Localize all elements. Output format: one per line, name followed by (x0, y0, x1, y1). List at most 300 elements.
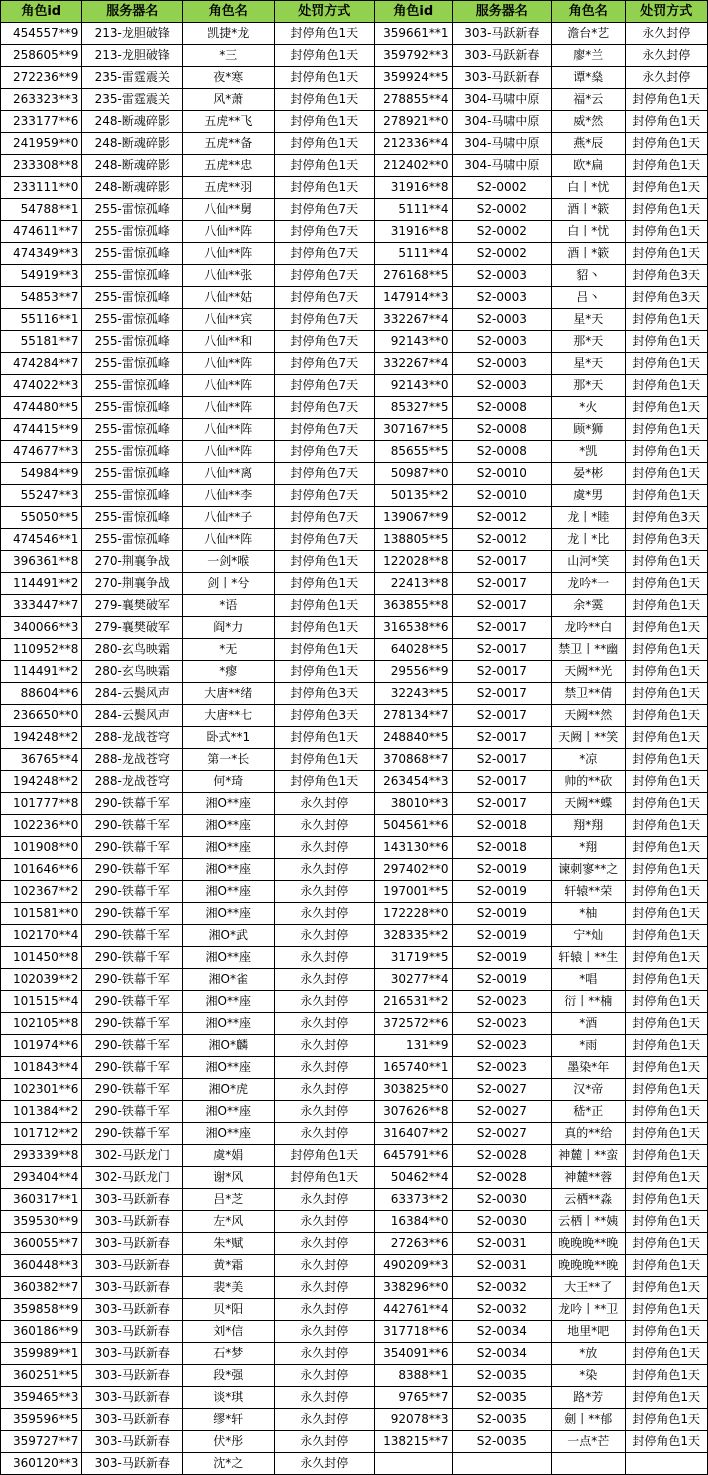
penalty-cell: 封停角色7天 (274, 507, 375, 529)
table-row (1, 1211, 708, 1233)
server-name-cell: 290-铁幕千军 (82, 1079, 183, 1101)
penalty-cell-right: 封停角色1天 (625, 199, 708, 221)
role-id-cell: 54853**7 (1, 287, 82, 309)
role-name-cell: 缪*轩 (183, 1409, 275, 1431)
role-name-cell: 大唐**绪 (183, 683, 275, 705)
role-name-cell-right: 燕*辰 (552, 133, 625, 155)
table-row (1, 1387, 708, 1409)
role-name-cell: 刘*信 (183, 1321, 275, 1343)
role-id-cell-right: 92143**0 (375, 375, 452, 397)
penalty-cell: 封停角色7天 (274, 287, 375, 309)
server-name-cell: 290-铁幕千军 (82, 947, 183, 969)
role-name-cell: 湘O**座 (183, 1013, 275, 1035)
server-name-cell: 303-马跃新春 (82, 1321, 183, 1343)
penalty-cell: 封停角色3天 (274, 705, 375, 727)
server-name-cell: 255-雷惊孤峰 (82, 243, 183, 265)
role-name-cell: 湘O**座 (183, 1057, 275, 1079)
role-id-cell-right: 316407**2 (375, 1123, 452, 1145)
role-name-cell-right: 晚晚晚**晚 (552, 1255, 625, 1277)
penalty-cell: 封停角色1天 (274, 1167, 375, 1189)
server-name-cell: 279-襄樊破军 (82, 595, 183, 617)
server-name-cell: 302-马跃龙门 (82, 1167, 183, 1189)
role-id-cell-right: 332267**4 (375, 353, 452, 375)
penalty-cell-right: 封停角色1天 (625, 859, 708, 881)
role-name-cell: 吕*芝 (183, 1189, 275, 1211)
role-name-cell: 裴*美 (183, 1277, 275, 1299)
penalty-cell-right: 封停角色1天 (625, 1101, 708, 1123)
role-id-cell: 101777**8 (1, 793, 82, 815)
server-name-cell-right: S2-0002 (452, 177, 552, 199)
penalty-cell: 封停角色1天 (274, 661, 375, 683)
role-name-cell: 沈*之 (183, 1453, 275, 1475)
penalty-cell: 永久封停 (274, 1079, 375, 1101)
role-name-cell: 风*萧 (183, 89, 275, 111)
table-row (1, 727, 708, 749)
role-name-cell: 五虎**飞 (183, 111, 275, 133)
penalty-cell-right: 封停角色1天 (625, 661, 708, 683)
server-name-cell-right: S2-0002 (452, 221, 552, 243)
role-name-cell: *无 (183, 639, 275, 661)
penalty-cell: 永久封停 (274, 837, 375, 859)
server-name-cell-right: S2-0019 (452, 881, 552, 903)
role-id-cell-right: 504561**6 (375, 815, 452, 837)
role-id-cell-right: 372572**6 (375, 1013, 452, 1035)
role-id-cell: 360186**9 (1, 1321, 82, 1343)
role-id-cell: 110952**8 (1, 639, 82, 661)
table-row (1, 1101, 708, 1123)
server-name-cell: 255-雷惊孤峰 (82, 463, 183, 485)
server-name-cell-right: S2-0017 (452, 727, 552, 749)
penalty-cell: 封停角色1天 (274, 67, 375, 89)
penalty-cell-right: 封停角色1天 (625, 969, 708, 991)
penalty-cell-right: 封停角色1天 (625, 815, 708, 837)
role-name-cell: 五虎**羽 (183, 177, 275, 199)
table-body (1, 23, 708, 1475)
server-name-cell: 213-龙胆破锋 (82, 23, 183, 45)
role-name-cell: 八仙**子 (183, 507, 275, 529)
penalty-cell: 永久封停 (274, 1013, 375, 1035)
penalty-cell-right: 封停角色1天 (625, 837, 708, 859)
server-name-cell-right: S2-0028 (452, 1167, 552, 1189)
penalty-cell: 永久封停 (274, 1123, 375, 1145)
penalty-cell-right: 封停角色1天 (625, 991, 708, 1013)
role-name-cell-right: 欧*扁 (552, 155, 625, 177)
role-name-cell-right: 地里*吧 (552, 1321, 625, 1343)
role-name-cell: 八仙**阵 (183, 441, 275, 463)
role-id-cell-right: 197001**5 (375, 881, 452, 903)
role-id-cell-right: 147914**3 (375, 287, 452, 309)
role-id-cell: 55181**7 (1, 331, 82, 353)
server-name-cell: 290-铁幕千军 (82, 1101, 183, 1123)
role-id-cell: 233177**6 (1, 111, 82, 133)
role-name-cell-right: 貂丶 (552, 265, 625, 287)
server-name-cell: 290-铁幕千军 (82, 815, 183, 837)
role-id-cell: 102039**2 (1, 969, 82, 991)
role-id-cell: 340066**3 (1, 617, 82, 639)
table-row (1, 45, 708, 67)
penalty-cell: 永久封停 (274, 1299, 375, 1321)
penalty-cell-right: 永久封停 (625, 23, 708, 45)
server-name-cell: 290-铁幕千军 (82, 1123, 183, 1145)
server-name-cell: 213-龙胆破锋 (82, 45, 183, 67)
penalty-cell-right: 永久封停 (625, 45, 708, 67)
penalty-cell-right: 永久封停 (625, 67, 708, 89)
role-name-cell-right: 神麓丨**蛮 (552, 1145, 625, 1167)
server-name-cell: 255-雷惊孤峰 (82, 507, 183, 529)
server-name-cell: 290-铁幕千军 (82, 925, 183, 947)
role-id-cell-right: 27263**6 (375, 1233, 452, 1255)
penalty-cell-right: 封停角色1天 (625, 353, 708, 375)
header-role-name: 角色名 (183, 1, 275, 23)
penalty-cell: 永久封停 (274, 1035, 375, 1057)
table-row (1, 749, 708, 771)
role-id-cell: 102170**4 (1, 925, 82, 947)
penalty-cell-right: 封停角色1天 (625, 705, 708, 727)
table-row (1, 177, 708, 199)
server-name-cell-right: S2-0023 (452, 991, 552, 1013)
table-row (1, 133, 708, 155)
role-name-cell: 湘O**座 (183, 991, 275, 1013)
penalty-cell: 封停角色1天 (274, 111, 375, 133)
server-name-cell-right: S2-0008 (452, 441, 552, 463)
server-name-cell-right: S2-0012 (452, 507, 552, 529)
server-name-cell-right: S2-0019 (452, 903, 552, 925)
server-name-cell: 255-雷惊孤峰 (82, 529, 183, 551)
role-name-cell: 湘O**座 (183, 1101, 275, 1123)
penalty-cell: 封停角色1天 (274, 155, 375, 177)
role-name-cell: 谢*风 (183, 1167, 275, 1189)
role-id-cell: 360055**7 (1, 1233, 82, 1255)
server-name-cell: 290-铁幕千军 (82, 991, 183, 1013)
table-row (1, 1365, 708, 1387)
penalty-cell: 封停角色7天 (274, 397, 375, 419)
penalty-cell: 封停角色3天 (274, 683, 375, 705)
server-name-cell: 302-马跃龙门 (82, 1145, 183, 1167)
penalty-cell: 永久封停 (274, 815, 375, 837)
role-id-cell: 101712**2 (1, 1123, 82, 1145)
penalty-cell: 永久封停 (274, 1101, 375, 1123)
role-id-cell-right: 359661**1 (375, 23, 452, 45)
role-id-cell-right: 276168**5 (375, 265, 452, 287)
penalty-cell: 永久封停 (274, 1321, 375, 1343)
role-name-cell-right: 龙吟丨**卫 (552, 1299, 625, 1321)
role-name-cell-right: *酒 (552, 1013, 625, 1035)
role-name-cell: 八仙**阵 (183, 243, 275, 265)
role-name-cell: 湘O**座 (183, 793, 275, 815)
role-name-cell: 段*强 (183, 1365, 275, 1387)
role-id-cell: 194248**2 (1, 727, 82, 749)
table-row (1, 705, 708, 727)
server-name-cell-right: S2-0028 (452, 1145, 552, 1167)
role-id-cell: 474611**7 (1, 221, 82, 243)
table-row (1, 1167, 708, 1189)
penalty-cell: 封停角色7天 (274, 529, 375, 551)
penalty-cell-right: 封停角色1天 (625, 1057, 708, 1079)
role-name-cell-right: *唱 (552, 969, 625, 991)
penalty-cell-right: 封停角色1天 (625, 639, 708, 661)
role-id-cell: 101450**8 (1, 947, 82, 969)
server-name-cell: 255-雷惊孤峰 (82, 375, 183, 397)
role-id-cell: 258605**9 (1, 45, 82, 67)
penalty-cell: 永久封停 (274, 969, 375, 991)
role-name-cell: 一剑*喉 (183, 551, 275, 573)
role-name-cell-right: 晏*彬 (552, 463, 625, 485)
penalty-cell: 封停角色1天 (274, 45, 375, 67)
server-name-cell-right: S2-0012 (452, 529, 552, 551)
role-name-cell-right: *凯 (552, 441, 625, 463)
server-name-cell-right: S2-0017 (452, 749, 552, 771)
penalty-cell: 封停角色7天 (274, 243, 375, 265)
role-id-cell: 54984**9 (1, 463, 82, 485)
role-id-cell-right: 64028**5 (375, 639, 452, 661)
server-name-cell: 290-铁幕千军 (82, 837, 183, 859)
table-row (1, 771, 708, 793)
server-name-cell-right: 303-马跃新春 (452, 23, 552, 45)
role-name-cell: 八仙**李 (183, 485, 275, 507)
penalty-cell: 永久封停 (274, 1255, 375, 1277)
role-id-cell-right: 38010**3 (375, 793, 452, 815)
penalty-cell: 永久封停 (274, 793, 375, 815)
role-name-cell-right: *柚 (552, 903, 625, 925)
penalty-cell: 永久封停 (274, 1057, 375, 1079)
role-id-cell-right: 332267**4 (375, 309, 452, 331)
server-name-cell-right: 304-马啸中原 (452, 111, 552, 133)
server-name-cell-right: S2-0017 (452, 683, 552, 705)
server-name-cell-right: S2-0008 (452, 397, 552, 419)
role-id-cell: 36765**4 (1, 749, 82, 771)
penalty-cell: 永久封停 (274, 1431, 375, 1453)
server-name-cell-right: S2-0035 (452, 1387, 552, 1409)
server-name-cell-right: S2-0034 (452, 1321, 552, 1343)
penalty-cell: 封停角色7天 (274, 463, 375, 485)
table-row (1, 617, 708, 639)
role-name-cell-right: 大王**了 (552, 1277, 625, 1299)
penalty-cell-right: 封停角色1天 (625, 397, 708, 419)
role-id-cell: 263323**3 (1, 89, 82, 111)
server-name-cell: 235-雷霆震关 (82, 67, 183, 89)
server-name-cell: 288-龙战苍穹 (82, 727, 183, 749)
role-id-cell: 396361**8 (1, 551, 82, 573)
role-id-cell: 360382**7 (1, 1277, 82, 1299)
server-name-cell: 255-雷惊孤峰 (82, 485, 183, 507)
penalty-cell: 永久封停 (274, 1343, 375, 1365)
penalty-cell: 永久封停 (274, 1189, 375, 1211)
role-id-cell: 272236**9 (1, 67, 82, 89)
table-row (1, 441, 708, 463)
table-row (1, 23, 708, 45)
penalty-cell-right: 封停角色1天 (625, 551, 708, 573)
penalty-cell-right: 封停角色1天 (625, 1035, 708, 1057)
penalty-cell-right: 封停角色1天 (625, 155, 708, 177)
table-row (1, 1321, 708, 1343)
penalty-cell: 封停角色7天 (274, 485, 375, 507)
table-row (1, 1255, 708, 1277)
role-name-cell-right: 廖*兰 (552, 45, 625, 67)
penalty-cell: 永久封停 (274, 1365, 375, 1387)
role-id-cell-right: 30277**4 (375, 969, 452, 991)
penalty-cell-right: 封停角色1天 (625, 683, 708, 705)
server-name-cell-right: S2-0032 (452, 1277, 552, 1299)
role-id-cell-right: 172228**0 (375, 903, 452, 925)
role-name-cell-right: 龙吟**白 (552, 617, 625, 639)
server-name-cell-right: S2-0035 (452, 1409, 552, 1431)
penalty-cell-right: 封停角色1天 (625, 485, 708, 507)
role-id-cell-right: 328335**2 (375, 925, 452, 947)
role-name-cell-right: 澹台*艺 (552, 23, 625, 45)
penalty-cell-right: 封停角色1天 (625, 1409, 708, 1431)
role-id-cell-right: 138215**7 (375, 1431, 452, 1453)
role-name-cell: 湘O**座 (183, 815, 275, 837)
role-id-cell: 474677**3 (1, 441, 82, 463)
role-id-cell-right: 165740**1 (375, 1057, 452, 1079)
role-name-cell-right: 白丨*忧 (552, 221, 625, 243)
penalty-cell: 封停角色1天 (274, 749, 375, 771)
server-name-cell: 288-龙战苍穹 (82, 749, 183, 771)
penalty-cell-right: 封停角色1天 (625, 617, 708, 639)
role-id-cell: 359858**9 (1, 1299, 82, 1321)
penalty-cell: 封停角色7天 (274, 221, 375, 243)
role-name-cell: 夜*寒 (183, 67, 275, 89)
penalty-cell: 永久封停 (274, 881, 375, 903)
penalty-cell-right: 封停角色1天 (625, 463, 708, 485)
role-name-cell-right: *火 (552, 397, 625, 419)
role-name-cell: 湘O*武 (183, 925, 275, 947)
server-name-cell: 303-马跃新春 (82, 1453, 183, 1475)
penalty-cell-right: 封停角色1天 (625, 1387, 708, 1409)
penalty-cell-right: 封停角色3天 (625, 529, 708, 551)
server-name-cell: 270-荆襄争战 (82, 551, 183, 573)
role-name-cell: *瘳 (183, 661, 275, 683)
role-id-cell-right: 303825**0 (375, 1079, 452, 1101)
role-id-cell: 114491**2 (1, 661, 82, 683)
role-name-cell-right: 虞*男 (552, 485, 625, 507)
role-name-cell-right: 墨染*年 (552, 1057, 625, 1079)
penalty-cell-right: 封停角色1天 (625, 1233, 708, 1255)
server-name-cell-right: 304-马啸中原 (452, 89, 552, 111)
role-id-cell: 333447**7 (1, 595, 82, 617)
role-name-cell: 八仙**阵 (183, 529, 275, 551)
role-id-cell-right: 216531**2 (375, 991, 452, 1013)
role-name-cell: 湘O**座 (183, 859, 275, 881)
role-name-cell-right: 轩辕**荣 (552, 881, 625, 903)
table-row (1, 1189, 708, 1211)
role-name-cell-right: 翔*翔 (552, 815, 625, 837)
role-name-cell-right: 宁*灿 (552, 925, 625, 947)
role-name-cell: 虞*娟 (183, 1145, 275, 1167)
server-name-cell-right: S2-0035 (452, 1431, 552, 1453)
role-id-cell: 474284**7 (1, 353, 82, 375)
role-name-cell-right: 禁卫**倩 (552, 683, 625, 705)
role-id-cell-right: 29556**9 (375, 661, 452, 683)
penalty-cell-right: 封停角色1天 (625, 1079, 708, 1101)
server-name-cell: 255-雷惊孤峰 (82, 199, 183, 221)
role-id-cell: 474022**3 (1, 375, 82, 397)
role-id-cell-right: 297402**0 (375, 859, 452, 881)
server-name-cell-right: S2-0023 (452, 1035, 552, 1057)
role-name-cell-right: 禁卫丨**幽 (552, 639, 625, 661)
role-name-cell-right: 那*天 (552, 331, 625, 353)
role-id-cell-right: 354091**6 (375, 1343, 452, 1365)
table-row (1, 1277, 708, 1299)
role-id-cell-right: 63373**2 (375, 1189, 452, 1211)
penalty-cell-right: 封停角色1天 (625, 1321, 708, 1343)
table-row (1, 199, 708, 221)
server-name-cell: 235-雷霆震关 (82, 89, 183, 111)
server-name-cell: 303-马跃新春 (82, 1431, 183, 1453)
role-id-cell-right: 370868**7 (375, 749, 452, 771)
server-name-cell-right: S2-0032 (452, 1299, 552, 1321)
table-row (1, 1013, 708, 1035)
server-name-cell-right: S2-0003 (452, 375, 552, 397)
role-name-cell: 八仙**阵 (183, 397, 275, 419)
penalty-cell-right: 封停角色1天 (625, 133, 708, 155)
role-id-cell: 233308**8 (1, 155, 82, 177)
server-name-cell: 255-雷惊孤峰 (82, 397, 183, 419)
penalty-cell-right: 封停角色1天 (625, 1211, 708, 1233)
role-id-cell: 359989**1 (1, 1343, 82, 1365)
server-name-cell: 303-马跃新春 (82, 1233, 183, 1255)
server-name-cell-right: S2-0010 (452, 485, 552, 507)
table-row (1, 793, 708, 815)
role-id-cell: 359465**3 (1, 1387, 82, 1409)
role-name-cell: 五虎**忠 (183, 155, 275, 177)
table-row (1, 485, 708, 507)
table-row (1, 1233, 708, 1255)
role-id-cell-right: 8388**1 (375, 1365, 452, 1387)
table-row (1, 639, 708, 661)
server-name-cell: 255-雷惊孤峰 (82, 441, 183, 463)
role-id-cell: 101908**0 (1, 837, 82, 859)
penalty-cell: 永久封停 (274, 925, 375, 947)
penalty-cell: 封停角色7天 (274, 353, 375, 375)
role-name-cell-right: 谏刺寥**之 (552, 859, 625, 881)
role-name-cell-right: 劍丨**郁 (552, 1409, 625, 1431)
table-row (1, 287, 708, 309)
penalty-cell: 封停角色1天 (274, 1145, 375, 1167)
role-id-cell: 55050**5 (1, 507, 82, 529)
table-row (1, 1299, 708, 1321)
server-name-cell-right: S2-0003 (452, 265, 552, 287)
penalty-cell-right: 封停角色1天 (625, 309, 708, 331)
role-name-cell-right: 顾*狮 (552, 419, 625, 441)
penalty-cell-right: 封停角色1天 (625, 331, 708, 353)
server-name-cell: 279-襄樊破军 (82, 617, 183, 639)
role-id-cell: 241959**0 (1, 133, 82, 155)
role-name-cell: 阎*力 (183, 617, 275, 639)
server-name-cell-right: S2-0017 (452, 551, 552, 573)
server-name-cell-right: S2-0010 (452, 463, 552, 485)
role-id-cell-right: 50135**2 (375, 485, 452, 507)
role-id-cell-right: 212402**0 (375, 155, 452, 177)
role-id-cell: 101515**4 (1, 991, 82, 1013)
penalty-cell-right: 封停角色1天 (625, 419, 708, 441)
server-name-cell-right: S2-0027 (452, 1123, 552, 1145)
server-name-cell: 290-铁幕千军 (82, 793, 183, 815)
role-id-cell: 360120**3 (1, 1453, 82, 1475)
table-row (1, 309, 708, 331)
table-row (1, 243, 708, 265)
penalty-cell: 封停角色7天 (274, 199, 375, 221)
role-id-cell-right: 139067**9 (375, 507, 452, 529)
role-id-cell-right: 278855**4 (375, 89, 452, 111)
role-id-cell: 359596**5 (1, 1409, 82, 1431)
role-id-cell-right: 50462**4 (375, 1167, 452, 1189)
server-name-cell-right: S2-0002 (452, 243, 552, 265)
server-name-cell: 255-雷惊孤峰 (82, 221, 183, 243)
role-name-cell: 五虎**备 (183, 133, 275, 155)
server-name-cell: 288-龙战苍穹 (82, 771, 183, 793)
role-id-cell: 454557**9 (1, 23, 82, 45)
